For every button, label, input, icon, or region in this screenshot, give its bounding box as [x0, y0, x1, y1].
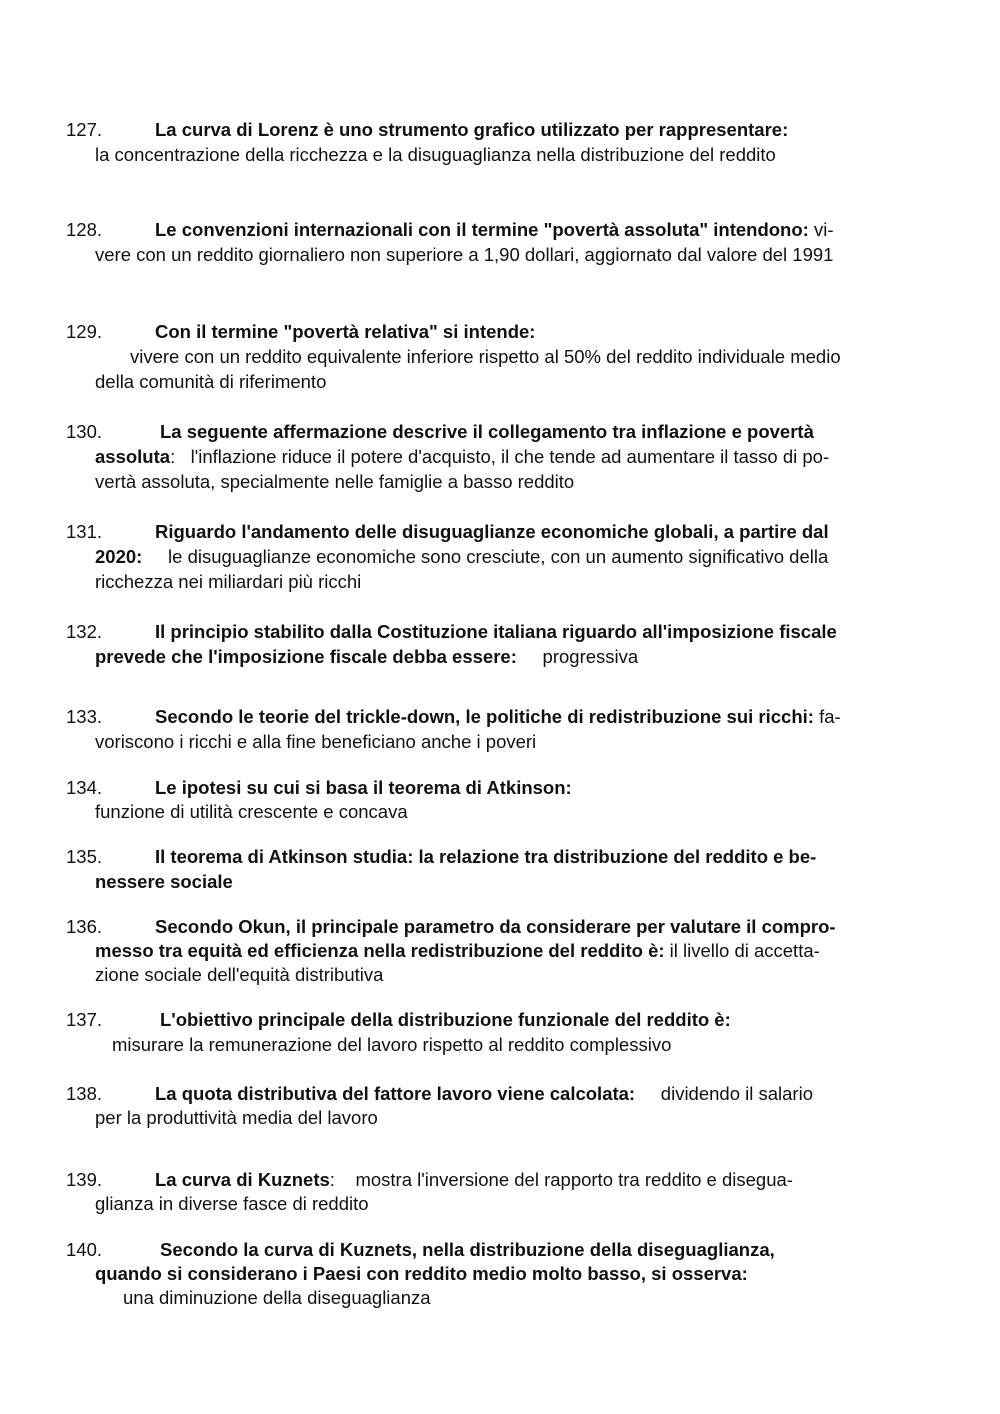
question-text: Il principio stabilito dalla Costituzione italiana riguardo all'imposizione fiscale: [155, 621, 837, 642]
question-text: La curva di Kuznets: [155, 1169, 330, 1190]
answer-text: zione sociale dell'equità distributiva: [95, 964, 384, 985]
question-text: Secondo la curva di Kuznets, nella distribuzione della diseguaglianza,: [160, 1239, 775, 1260]
question-text: L'obiettivo principale della distribuzione funzionale del reddito è:: [160, 1009, 731, 1030]
question-text: La quota distributiva del fattore lavoro viene calcolata:: [155, 1083, 636, 1104]
question-text: nessere sociale: [95, 871, 233, 892]
question-number: 140.: [66, 1239, 103, 1260]
question-text: Riguardo l'andamento delle disuguaglianze economiche globali, a partire dal: [155, 521, 829, 542]
answer-text: voriscono i ricchi e alla fine beneficiano anche i poveri: [95, 731, 537, 752]
question-text: messo tra equità ed efficienza nella redistribuzione del reddito è:: [95, 940, 665, 961]
question-text: prevede che l'imposizione fiscale debba essere:: [95, 646, 517, 667]
question-text: Le ipotesi su cui si basa il teorema di Atkinson:: [155, 777, 572, 798]
answer-text: ricchezza nei miliardari più ricchi: [95, 571, 362, 592]
question-number: 137.: [66, 1009, 103, 1030]
answer-text: misurare la remunerazione del lavoro rispetto al reddito complessivo: [112, 1034, 672, 1055]
question-text: assoluta: [95, 446, 171, 467]
question-text: Il teorema di Atkinson studia: la relazione tra distribuzione del reddito e be-: [155, 846, 817, 867]
question-number: 131.: [66, 521, 103, 542]
question-number: 138.: [66, 1083, 103, 1104]
answer-text: della comunità di riferimento: [95, 371, 327, 392]
answer-text: dividendo il salario: [635, 1083, 813, 1104]
question-number: 134.: [66, 777, 103, 798]
answer-text: una diminuzione della diseguaglianza: [123, 1287, 431, 1308]
answer-text: le disuguaglianze economiche sono cresciute, con un aumento significativo della: [142, 546, 829, 567]
question-number: 139.: [66, 1169, 103, 1190]
answer-text: il livello di accetta-: [664, 940, 820, 961]
question-number: 132.: [66, 621, 103, 642]
question-text: 2020:: [95, 546, 143, 567]
question-number: 129.: [66, 321, 103, 342]
question-text: Con il termine "povertà relativa" si intende:: [155, 321, 536, 342]
answer-text: fa-: [813, 706, 841, 727]
answer-text: la concentrazione della ricchezza e la disuguaglianza nella distribuzione del reddito: [95, 144, 776, 165]
question-text: La curva di Lorenz è uno strumento grafico utilizzato per rappresentare:: [155, 119, 789, 140]
answer-text: vi-: [808, 219, 834, 240]
answer-text: vivere con un reddito equivalente inferiore rispetto al 50% del reddito individuale medio: [130, 346, 841, 367]
question-text: quando si considerano i Paesi con reddito medio molto basso, si osserva:: [95, 1263, 748, 1284]
question-number: 130.: [66, 421, 103, 442]
answer-text: : mostra l'inversione del rapporto tra reddito e disegua-: [329, 1169, 793, 1190]
answer-text: : l'inflazione riduce il potere d'acquisto, il che tende ad aumentare il tasso di po-: [170, 446, 830, 467]
question-number: 128.: [66, 219, 103, 240]
question-number: 133.: [66, 706, 103, 727]
question-text: Le convenzioni internazionali con il termine "povertà assoluta" intendono:: [155, 219, 809, 240]
question-text: Secondo Okun, il principale parametro da considerare per valutare il compro-: [155, 916, 836, 937]
question-number: 135.: [66, 846, 103, 867]
question-text: Secondo le teorie del trickle-down, le politiche di redistribuzione sui ricchi:: [155, 706, 814, 727]
answer-text: vertà assoluta, specialmente nelle famiglie a basso reddito: [95, 471, 575, 492]
answer-text: funzione di utilità crescente e concava: [95, 801, 408, 822]
question-number: 136.: [66, 916, 103, 937]
question-text: La seguente affermazione descrive il collegamento tra inflazione e povertà: [160, 421, 814, 442]
answer-text: vere con un reddito giornaliero non superiore a 1,90 dollari, aggiornato dal valore del 1991: [95, 244, 834, 265]
answer-text: per la produttività media del lavoro: [95, 1107, 378, 1128]
answer-text: glianza in diverse fasce di reddito: [95, 1193, 369, 1214]
answer-text: progressiva: [516, 646, 639, 667]
question-number: 127.: [66, 119, 103, 140]
